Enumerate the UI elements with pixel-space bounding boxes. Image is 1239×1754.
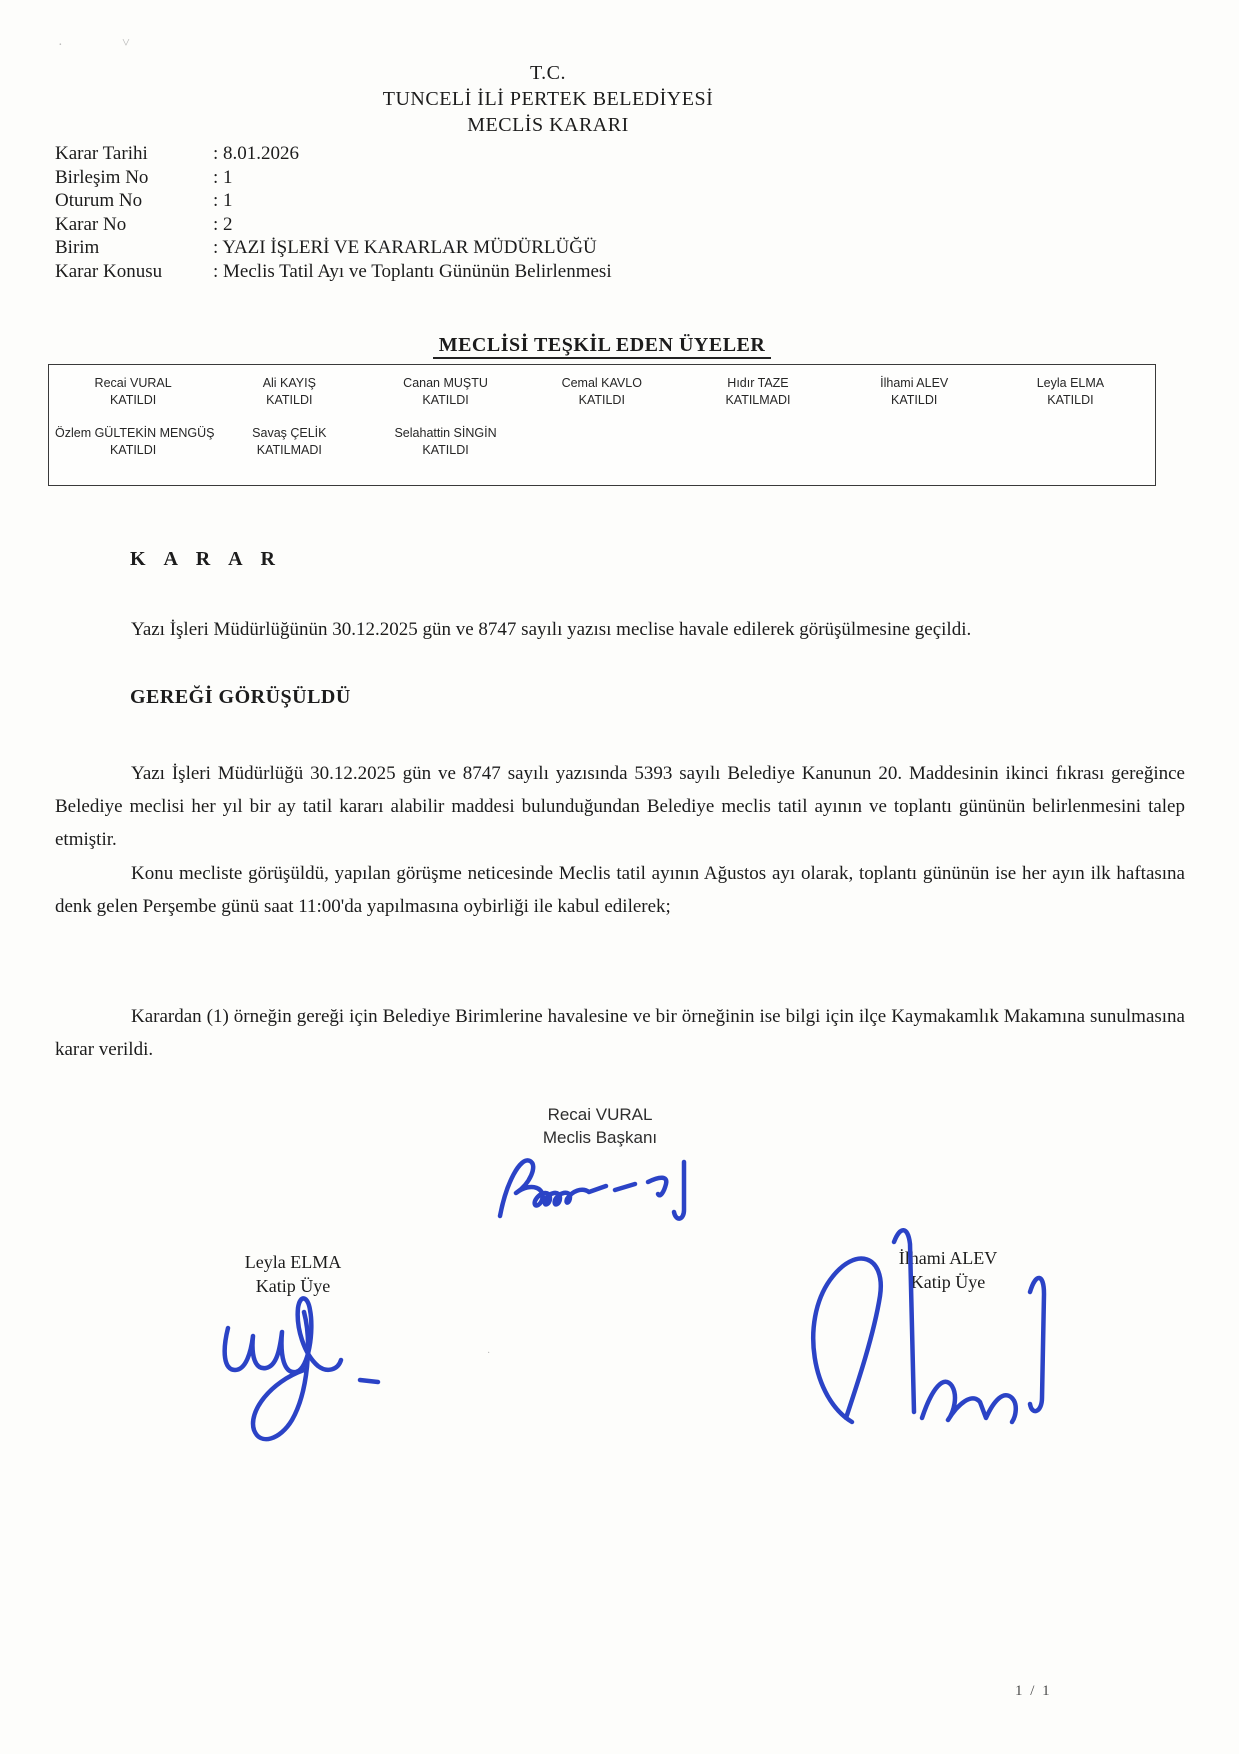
meta-value: : YAZI İŞLERİ VE KARARLAR MÜDÜRLÜĞÜ (213, 237, 597, 258)
decision-paragraph-4: Karardan (1) örneğin gereği için Belediye Birimlerine havalesine ve bir örneğinin ise bilgi için ilçe Kaymakamlık Makamına sunulmasına karar verildi. (55, 1006, 1185, 1060)
member-name: Selahattin SİNGİN (394, 426, 497, 440)
member-name: Cemal KAVLO (561, 376, 642, 390)
members-row-2 (49, 425, 1155, 459)
right-signer-title: Katip Üye (910, 1272, 986, 1292)
member-name: Canan MUŞTU (403, 376, 488, 390)
member-cell (211, 375, 367, 409)
member-status: KATILDI (891, 393, 938, 407)
meta-value: : Meclis Tatil Ayı ve Toplantı Gününün Belirlenmesi (213, 260, 612, 282)
member-status: KATILMADI (725, 393, 791, 407)
member-status: KATILDI (109, 443, 157, 457)
page-number: 1 / 1 (1015, 1683, 1052, 1699)
member-cell (524, 375, 680, 409)
president-title: Meclis Başkanı (542, 1128, 658, 1147)
meta-block (55, 142, 612, 283)
meta-value: : 2 (213, 213, 233, 235)
member-name: Hıdır TAZE (727, 376, 789, 390)
meta-row-birlesim-no (55, 166, 612, 190)
member-name: Leyla ELMA (1036, 376, 1105, 390)
scan-artifact: · (487, 1348, 491, 1359)
member-cell (992, 375, 1148, 409)
meta-label: Birleşim No (55, 166, 149, 188)
member-status: KATILDI (422, 443, 469, 457)
member-status: KATILDI (578, 393, 625, 407)
members-section-title (48, 334, 1156, 357)
president-name: Recai VURAL (547, 1105, 653, 1124)
member-cell (367, 425, 523, 459)
meta-label: Karar Tarihi (55, 143, 148, 164)
meta-value: : 1 (213, 166, 233, 188)
scan-artifact: ˅ (122, 36, 130, 51)
left-signer-title: Katip Üye (255, 1276, 331, 1296)
meta-row-karar-konusu (55, 260, 612, 284)
president-signature-icon (488, 1148, 708, 1238)
members-title-text: MECLİSİ TEŞKİL EDEN ÜYELER (433, 334, 772, 359)
member-name: Ali KAYIŞ (262, 376, 316, 390)
member-name: İlhami ALEV (880, 376, 949, 390)
decision-paragraph-2: Yazı İşleri Müdürlüğü 30.12.2025 gün ve 8747 sayılı yazısında 5393 sayılı Belediye Kanunun 20. Maddesinin ikinci fıkrası gereğince Belediye meclisi her yıl bir ay tatil kararı alabilir maddesi bulunduğundan Belediye meclis tatil ayının ve toplantı gününün belirlenmesini talep etmiştir. (55, 763, 1185, 850)
members-table (48, 364, 1156, 486)
member-name: Savaş ÇELİK (252, 426, 327, 440)
meta-row-birim (55, 236, 612, 260)
member-cell (55, 425, 215, 459)
meta-label: Birim (55, 237, 100, 258)
left-signature-icon (208, 1282, 398, 1462)
meta-value: : 1 (213, 190, 233, 211)
member-status: KATILMADI (256, 443, 322, 457)
member-cell (55, 375, 211, 409)
left-signer-name: Leyla ELMA (244, 1252, 342, 1272)
header-municipality: TUNCELİ İLİ PERTEK BELEDİYESİ (382, 88, 714, 110)
member-cell (680, 375, 836, 409)
members-row-1 (49, 375, 1155, 409)
member-status: KATILDI (266, 393, 313, 407)
header-tc: T.C. (529, 62, 567, 84)
right-signer-name: İlhami ALEV (898, 1248, 998, 1268)
document-header (48, 60, 1048, 138)
member-status: KATILDI (1047, 393, 1094, 407)
member-cell (836, 375, 992, 409)
header-doc-type: MECLİS KARARI (467, 114, 629, 136)
member-cell (367, 375, 523, 409)
meta-label: Karar No (55, 213, 127, 235)
signature-block-president (470, 1103, 730, 1149)
meta-row-oturum-no (55, 189, 612, 213)
member-status: KATILDI (109, 393, 157, 407)
member-status: KATILDI (422, 393, 469, 407)
decision-paragraph-1: Yazı İşleri Müdürlüğünün 30.12.2025 gün ve 8747 sayılı yazısı meclise havale edilerek görüşülmesine geçildi. (131, 619, 972, 640)
decision-paragraph-3: Konu mecliste görüşüldü, yapılan görüşme neticesinde Meclis tatil ayının Ağustos ayı olarak, toplantı gününün ise her ayın ilk haftasına denk gelen Perşembe günü saat 11:00'da yapılmasına oybirliği ile kabul edilerek; (55, 863, 1185, 917)
meta-label: Oturum No (55, 190, 143, 211)
decision-heading: K A R A R (130, 548, 282, 570)
scan-artifact: · (58, 38, 63, 53)
decision-subheading: GEREĞİ GÖRÜŞÜLDÜ (130, 686, 351, 708)
member-name: Recai VURAL (94, 376, 172, 390)
meta-row-karar-tarihi (55, 142, 612, 166)
member-cell (211, 425, 367, 459)
meta-row-karar-no (55, 213, 612, 237)
right-signature-icon (782, 1212, 1072, 1442)
meta-label: Karar Konusu (55, 260, 163, 282)
meta-value: : 8.01.2026 (213, 143, 300, 164)
member-name: Özlem GÜLTEKİN MENGÜŞ (55, 426, 215, 440)
